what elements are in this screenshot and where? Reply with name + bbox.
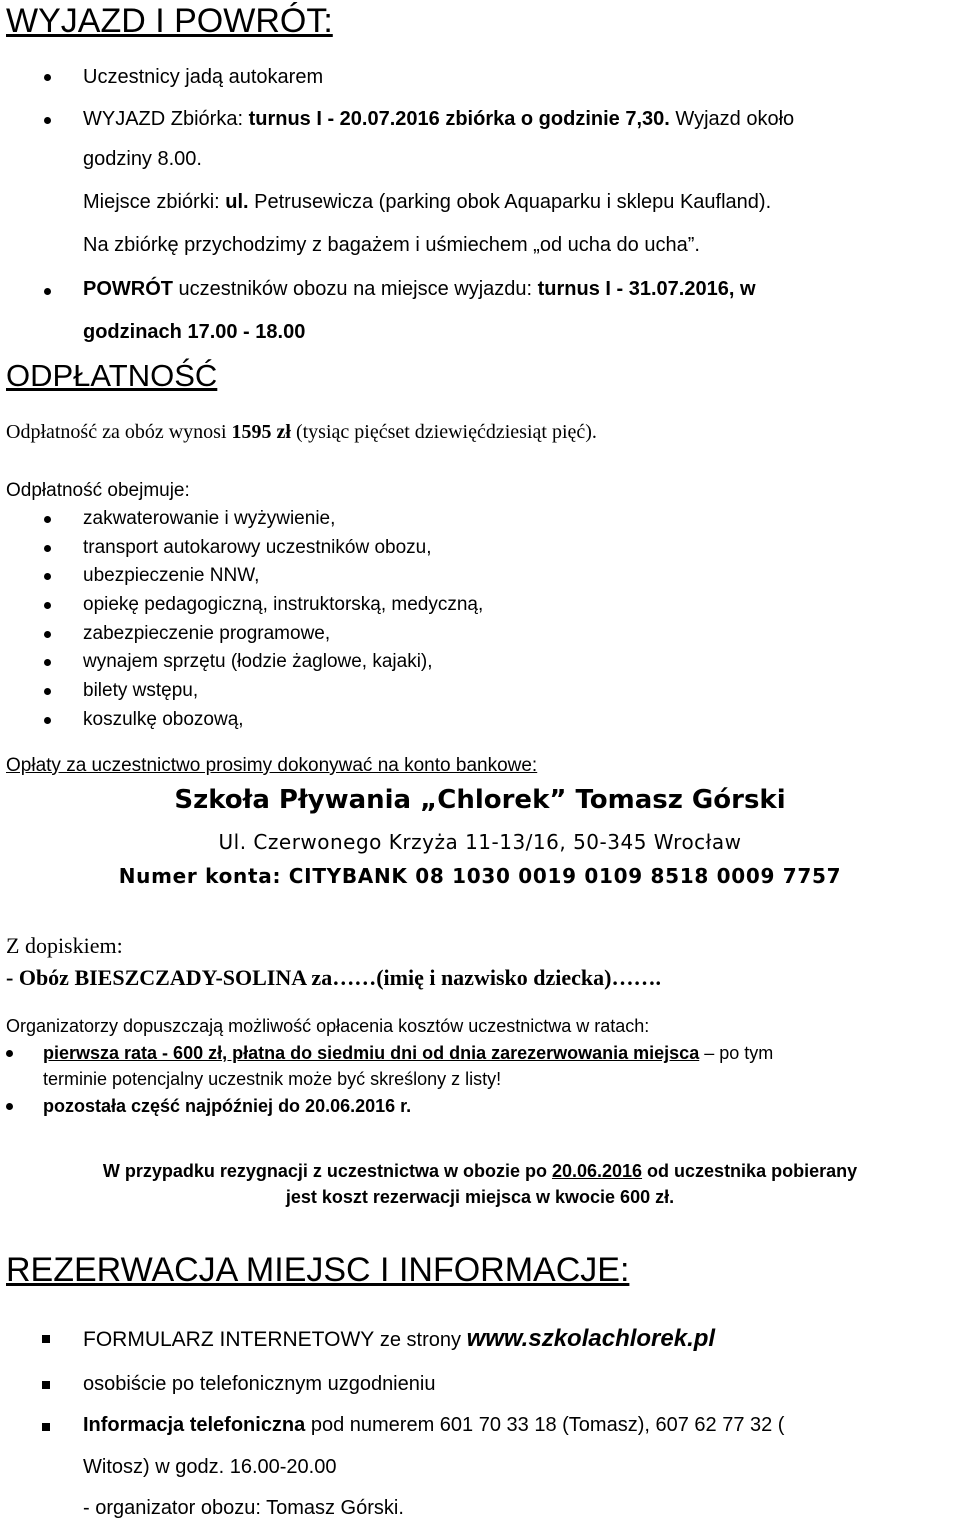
return-label: POWRÓT (83, 278, 173, 300)
bullet-icon (44, 631, 51, 638)
cost-words: (tysiąc pięćset dziewięćdziesiąt pięć). (290, 421, 597, 443)
includes-item: koszulkę obozową, (83, 709, 244, 730)
website-link[interactable]: www.szkolachlorek.pl (466, 1325, 716, 1352)
return-date: turnus I - 31.07.2016, w (537, 278, 756, 300)
installment-first (43, 1043, 773, 1064)
meeting-note: Na zbiórkę przychodzimy z bagażem i uśmiechem „od ucha do ucha”. (83, 234, 700, 256)
resignation-line2: jest koszt rezerwacji miejsca w kwocie 600 zł. (285, 1187, 675, 1207)
square-bullet-icon (42, 1423, 50, 1431)
bullet-icon (44, 74, 51, 81)
reservation-form-text: ze strony (374, 1329, 467, 1351)
phone-hours: Witosz) w godz. 16.00-20.00 (83, 1456, 337, 1478)
resignation-text: W przypadku rezygnacji z uczestnictwa w obozie po (102, 1161, 552, 1181)
includes-item: wynajem sprzętu (łodzie żaglowe, kajaki), (83, 651, 433, 672)
departure-time: Wyjazd około (669, 108, 795, 130)
includes-label: Odpłatność obejmuje: (6, 480, 190, 501)
phone-label: Informacja telefoniczna (83, 1414, 306, 1436)
square-bullet-icon (42, 1381, 50, 1389)
resignation-text-end: od uczestnika pobierany (642, 1161, 858, 1181)
includes-item: zabezpieczenie programowe, (83, 623, 331, 644)
includes-item: transport autokarowy uczestników obozu, (83, 537, 432, 558)
reservation-form (83, 1325, 715, 1353)
transport-info: Uczestnicy jadą autokarem (83, 66, 324, 88)
bank-account: Numer konta: CITYBANK 08 1030 0019 0109 8518 0009 7757 (118, 864, 842, 888)
return-hours: godzinach 17.00 - 18.00 (83, 321, 306, 343)
return-info (83, 278, 756, 301)
meeting-place-street: Petrusewicza (parking obok Aquaparku i sklepu Kaufland). (248, 191, 772, 213)
bullet-icon (44, 717, 51, 724)
bullet-icon (44, 573, 51, 580)
organizer: - organizator obozu: Tomasz Górski. (83, 1497, 404, 1519)
note-label: Z dopiskiem: (6, 933, 123, 958)
bullet-icon (6, 1103, 13, 1110)
reservation-form-label: FORMULARZ INTERNETOWY (83, 1328, 375, 1351)
bullet-icon (44, 288, 51, 295)
bullet-icon (44, 602, 51, 609)
meeting-place (83, 191, 771, 214)
installment-first-note: – po tym (699, 1043, 774, 1063)
reservation-phone (83, 1414, 784, 1437)
return-desc: uczestników obozu na miejsce wyjazdu: (173, 278, 538, 300)
bullet-icon (6, 1050, 13, 1057)
includes-item: ubezpieczenie NNW, (83, 565, 260, 586)
departure-date: turnus I - 20.07.2016 zbiórka o godzinie 7,30. (248, 108, 670, 130)
installment-first-terms: pierwsza rata - 600 zł, płatna do siedmiu dni od dnia zarezerwowania miejsca (43, 1043, 700, 1063)
departure-info (83, 108, 794, 131)
bank-address: Ul. Czerwonego Krzyża 11-13/16, 50-345 Wrocław (218, 830, 742, 854)
bullet-icon (44, 688, 51, 695)
bank-label: Opłaty za uczestnictwo prosimy dokonywać na konto bankowe: (6, 755, 538, 776)
heading-wyjazd: WYJAZD I POWRÓT: (6, 2, 333, 40)
installment-second: pozostała część najpóźniej do 20.06.2016 r. (43, 1096, 412, 1116)
meeting-place-street-prefix: ul. (225, 191, 249, 213)
cost-line (6, 421, 597, 444)
meeting-place-label: Miejsce zbiórki: (83, 191, 226, 213)
bullet-icon (44, 516, 51, 523)
installment-first-line2: terminie potencjalny uczestnik może być skreślony z listy! (43, 1069, 502, 1089)
resignation-line1 (0, 1161, 960, 1182)
includes-item: opiekę pedagogiczną, instruktorską, medyczną, (83, 594, 484, 615)
bullet-icon (44, 117, 51, 124)
installments-intro: Organizatorzy dopuszczają możliwość opłacenia kosztów uczestnictwa w ratach: (6, 1016, 650, 1036)
note-text: - Obóz BIESZCZADY-SOLINA za……(imię i nazwisko dziecka)……. (6, 965, 661, 990)
cost-amount: 1595 zł (231, 421, 291, 443)
cost-label: Odpłatność za obóz wynosi (6, 421, 232, 443)
resignation-date: 20.06.2016 (551, 1161, 643, 1181)
bullet-icon (44, 545, 51, 552)
departure-label: WYJAZD Zbiórka: (83, 108, 249, 130)
departure-time-line: godziny 8.00. (83, 148, 202, 170)
includes-item: zakwaterowanie i wyżywienie, (83, 508, 336, 529)
phone-numbers: pod numerem 601 70 33 18 (Tomasz), 607 62 77 32 ( (305, 1414, 785, 1436)
reservation-in-person: osobiście po telefonicznym uzgodnieniu (83, 1373, 436, 1395)
bullet-icon (44, 659, 51, 666)
includes-item: bilety wstępu, (83, 680, 199, 701)
square-bullet-icon (42, 1335, 50, 1343)
bank-name: Szkoła Pływania „Chlorek” Tomasz Górski (174, 785, 786, 815)
heading-odplatnosc: ODPŁATNOŚĆ (6, 358, 218, 393)
heading-rezerwacja: REZERWACJA MIEJSC I INFORMACJE: (6, 1251, 630, 1289)
